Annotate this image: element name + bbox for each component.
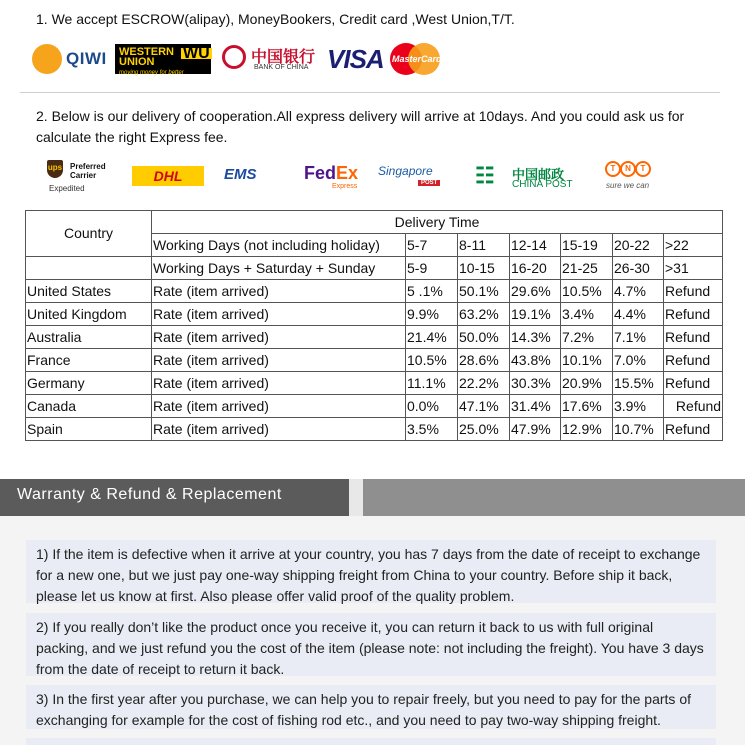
table-cell: 16-20 [510,257,561,280]
table-cell: 22.2% [458,372,510,395]
country-cell: United Kingdom [26,303,152,326]
table-cell: 12.9% [561,418,613,441]
table-cell: 15-19 [561,234,613,257]
table-cell: 17.6% [561,395,613,418]
table-cell: 15.5% [613,372,664,395]
table-cell: 47.1% [458,395,510,418]
warranty-paragraph-next [26,738,716,745]
table-row [26,395,723,418]
table-cell: 21-25 [561,257,613,280]
table-row [26,326,723,349]
table-cell: 47.9% [510,418,561,441]
table-cell: 20-22 [613,234,664,257]
table-cell: Refund [664,418,723,441]
rate-label: Rate (item arrived) [152,418,406,441]
singapore-post-logo: Singapore POST [378,162,458,192]
country-cell: France [26,349,152,372]
rate-label: Rate (item arrived) [152,303,406,326]
table-cell: 5-9 [406,257,458,280]
table-cell: 10-15 [458,257,510,280]
table-cell: 10.1% [561,349,613,372]
rate-label: Rate (item arrived) [152,395,406,418]
delivery-table [25,210,723,441]
table-cell: 30.3% [510,372,561,395]
table-cell: 7.1% [613,326,664,349]
table-cell: 4.7% [613,280,664,303]
table-cell: 8-11 [458,234,510,257]
mastercard-logo: MasterCard [390,43,442,77]
table-cell: Refund [664,395,723,418]
qiwi-logo: QIWI [32,44,112,74]
table-cell: 50.0% [458,326,510,349]
table-cell: 9.9% [406,303,458,326]
table-row [26,372,723,395]
table-cell: >22 [664,234,723,257]
visa-logo: VISA [327,44,384,74]
table-cell: 7.0% [613,349,664,372]
table-row [26,280,723,303]
rate-label: Rate (item arrived) [152,326,406,349]
rate-label: Rate (item arrived) [152,349,406,372]
table-cell: 19.1% [510,303,561,326]
table-cell: 28.6% [458,349,510,372]
table-cell: 5 .1% [406,280,458,303]
table-cell: 10.5% [406,349,458,372]
table-cell: 3.4% [561,303,613,326]
ems-logo: EMS [224,166,257,183]
dhl-logo: DHL [132,166,204,186]
table-cell: 50.1% [458,280,510,303]
country-header: Country [26,211,152,257]
table-cell: 29.6% [510,280,561,303]
table-cell: 31.4% [510,395,561,418]
warranty-tab-notch [349,479,363,516]
payment-text: 1. We accept ESCROW(alipay), MoneyBookers, Credit card ,West Union,T/T. [36,11,515,27]
table-cell: 7.2% [561,326,613,349]
table-cell: 25.0% [458,418,510,441]
western-union-logo: WESTERN UNION WU moving money for better [115,44,211,74]
table-cell: >31 [664,257,723,280]
country-cell: Canada [26,395,152,418]
table-cell: 11.1% [406,372,458,395]
table-cell: 10.5% [561,280,613,303]
table-cell: 26-30 [613,257,664,280]
warranty-paragraph-2: 2) If you really don’t like the product once you receive it, you can return it back to us with full original packing, and we just refund you the cost of the item (please note: not including the freight). You have 3 days from the date of receipt to return it back. [26,613,716,676]
table-cell: 3.9% [613,395,664,418]
table-cell: Refund [664,303,723,326]
table-cell: 5-7 [406,234,458,257]
table-cell: Refund [664,326,723,349]
country-cell: Spain [26,418,152,441]
country-cell: Germany [26,372,152,395]
country-cell: Australia [26,326,152,349]
row-label: Working Days (not including holiday) [152,234,406,257]
delivery-time-header: Delivery Time [152,211,723,234]
bank-of-china-logo: 中国银行 BANK OF CHINA [222,43,317,73]
table-row [26,349,723,372]
ups-logo: ups Preferred Carrier Expedited [47,162,106,193]
tnt-logo: T N T sure we can [603,161,663,193]
table-cell: 21.4% [406,326,458,349]
table-row [26,257,723,280]
table-cell: 20.9% [561,372,613,395]
table-cell: Refund [664,280,723,303]
table-cell: 4.4% [613,303,664,326]
rate-label: Rate (item arrived) [152,280,406,303]
country-cell: United States [26,280,152,303]
warranty-paragraph-3: 3) In the first year after you purchase, we can help you to repair freely, but you need to pay for the parts of exchanging for example for the cost of fishing rod etc., and you need to pay two-way shipping freight. [26,685,716,729]
row-label: Working Days + Saturday + Sunday [152,257,406,280]
table-row [26,418,723,441]
table-row [26,303,723,326]
table-cell: 12-14 [510,234,561,257]
divider [20,92,720,93]
china-post-logo: ☷ 中国邮政 CHINA POST [475,163,573,190]
rate-label: Rate (item arrived) [152,372,406,395]
warranty-title: Warranty & Refund & Replacement [17,486,282,503]
table-cell: 10.7% [613,418,664,441]
table-cell: 14.3% [510,326,561,349]
table-cell: 3.5% [406,418,458,441]
table-cell: 63.2% [458,303,510,326]
delivery-text: 2. Below is our delivery of cooperation.All express delivery will arrive at 10days. And you could ask us for calculate the right Express fee. [36,108,685,145]
table-cell: 0.0% [406,395,458,418]
table-cell: 43.8% [510,349,561,372]
fedex-logo: FedEx Express [304,163,359,190]
warranty-paragraph-1: 1) If the item is defective when it arrive at your country, you has 7 days from the date of receipt to exchange for a new one, but we just pay one-way shipping freight from China to your country. Before ship it back, please let us know at first. Also please offer valid proof of the quality problem. [26,540,716,603]
table-cell: Refund [664,349,723,372]
table-cell: Refund [664,372,723,395]
